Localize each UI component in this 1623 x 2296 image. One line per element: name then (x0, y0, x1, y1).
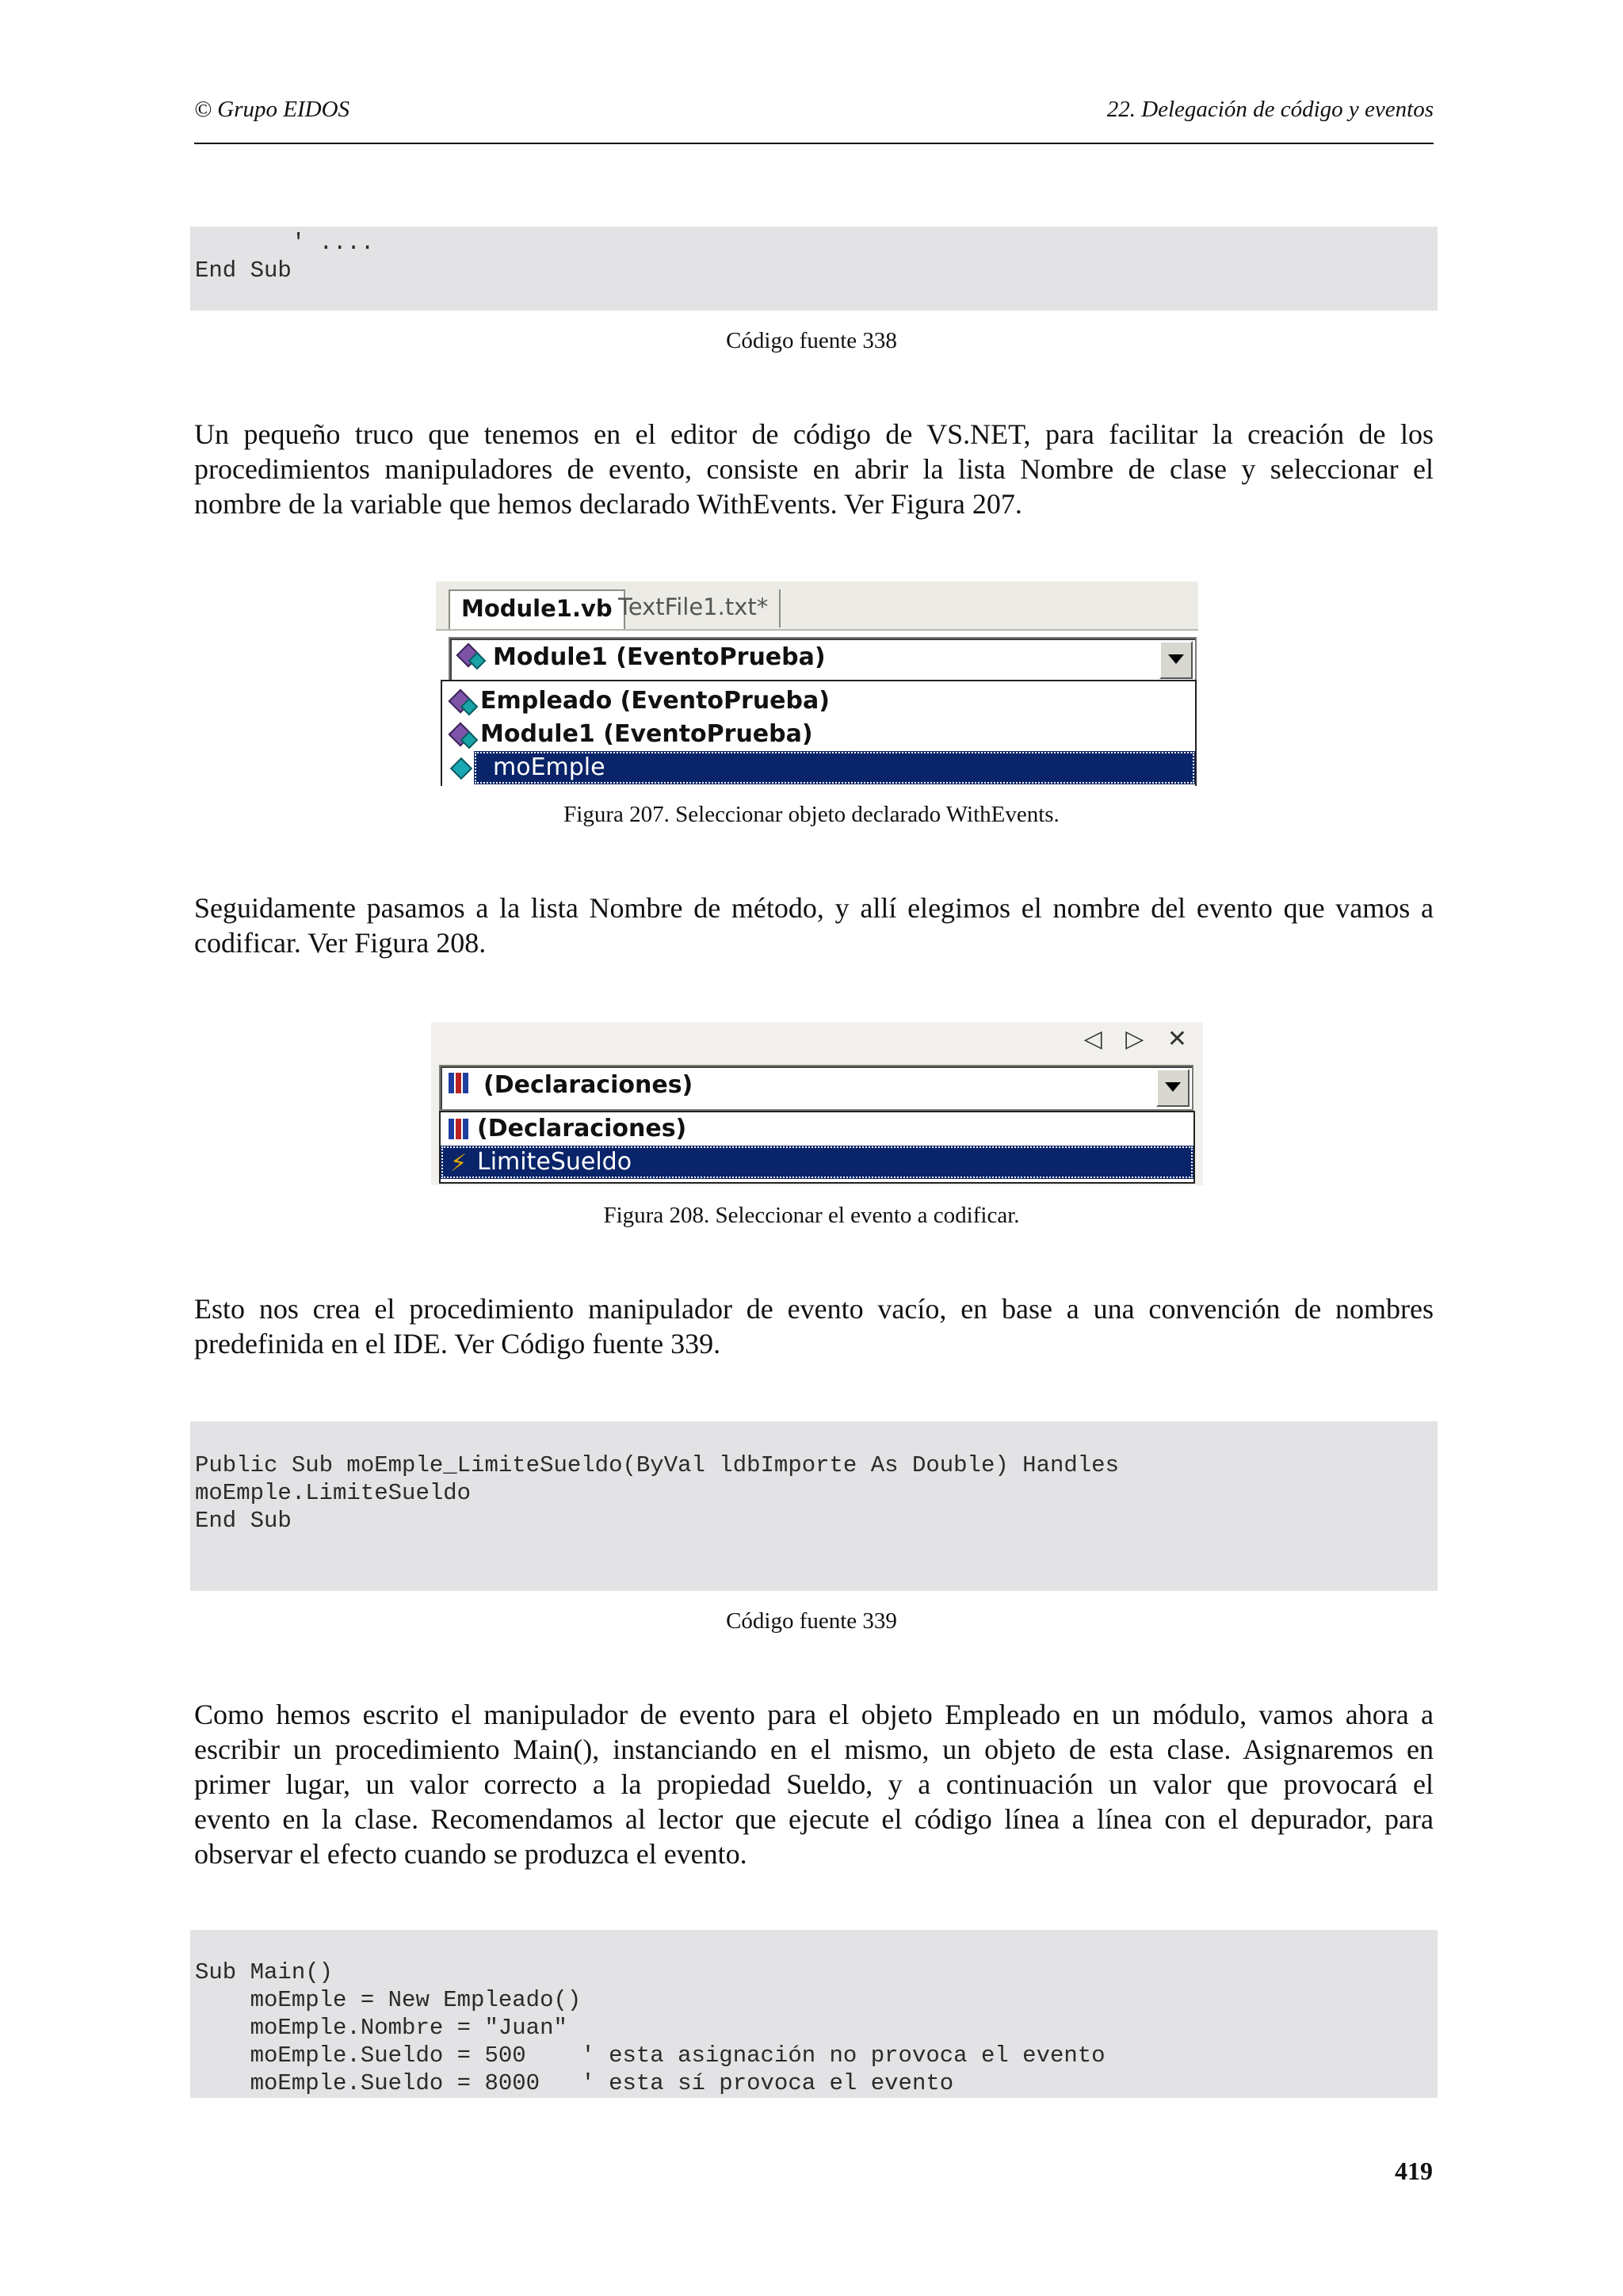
event-icon (449, 1150, 475, 1174)
list-item-empleado[interactable] (442, 685, 1195, 718)
class-name-dropdown-list (441, 680, 1197, 786)
method-name-combobox-value: (Declaraciones) (483, 1071, 693, 1099)
paragraph-3 (194, 1291, 1434, 1361)
paragraph-line: codificar. Ver Figura 208. (194, 927, 487, 959)
declarations-icon (447, 1071, 474, 1095)
window-nav-buttons[interactable]: ◁ ▷ ✕ (1083, 1025, 1195, 1053)
paragraph-line: nombre de la variable que hemos declarado WithEvents. Ver Figura 207. (194, 488, 1022, 520)
list-item-moemple[interactable] (474, 751, 1195, 784)
code-line: moEmple.Sueldo = 8000 ' esta sí provoca el evento (195, 2070, 954, 2096)
code-line: Sub Main() (195, 1959, 334, 1985)
code-block-main (190, 1930, 1438, 2098)
list-item-label: Module1 (EventoPrueba) (480, 720, 813, 748)
paragraph-line: Seguidamente pasamos a la lista Nombre de método, y allí elegimos el nombre del evento que vamos a (194, 892, 1434, 924)
method-name-dropdown-list (439, 1111, 1195, 1184)
declarations-icon (447, 1117, 474, 1141)
figure-208-caption: Figura 208. Seleccionar el evento a codificar. (603, 1203, 1020, 1228)
dropdown-arrow-button[interactable] (1159, 641, 1193, 679)
paragraph-line: procedimientos manipuladores de evento, consiste en abrir la lista Nombre de clase y seleccionar el (194, 453, 1434, 485)
figure-207-screenshot (436, 582, 1198, 786)
tab-module1-vb[interactable]: Module1.vb (449, 589, 625, 629)
code-line: Public Sub moEmple_LimiteSueldo(ByVal ldbImporte As Double) Handles (195, 1452, 1119, 1478)
figure-207-caption: Figura 207. Seleccionar objeto declarado WithEvents. (563, 802, 1060, 827)
paragraph-line: escribir un procedimiento Main(), instanciando en el mismo, un objeto de esta clase. Asignaremos en (194, 1733, 1434, 1765)
paragraph-4 (194, 1697, 1434, 1871)
paragraph-line: predefinida en el IDE. Ver Código fuente 339. (194, 1328, 721, 1360)
field-icon (447, 756, 474, 780)
code-line: moEmple.LimiteSueldo (195, 1480, 472, 1506)
code-line: moEmple.Nombre = "Juan" (195, 2015, 567, 2041)
code-line: End Sub (195, 1508, 292, 1534)
module-icon (449, 723, 475, 746)
paragraph-line: observar el efecto cuando se produzca el evento. (194, 1838, 747, 1870)
paragraph-line: Un pequeño truco que tenemos en el editor de código de VS.NET, para facilitar la creación de los (194, 418, 1434, 450)
list-item-declaraciones[interactable] (441, 1112, 1193, 1146)
tab-textfile1-txt[interactable]: TextFile1.txt* (607, 589, 781, 627)
paragraph-line: primer lugar, un valor correcto a la propiedad Sueldo, y a continuación un valor que provocará el (194, 1768, 1434, 1800)
paragraph-line: evento en la clase. Recomendamos al lector que ejecute el código línea a línea con el depurador, para (194, 1803, 1434, 1835)
list-item-label: (Declaraciones) (477, 1115, 687, 1142)
list-item-label: LimiteSueldo (477, 1148, 632, 1176)
code-line: End Sub (195, 257, 292, 284)
code-caption-339: Código fuente 339 (726, 1608, 897, 1634)
code-block-339 (190, 1421, 1438, 1591)
dropdown-arrow-button[interactable] (1156, 1069, 1190, 1107)
header-chapter-title: 22. Delegación de código y eventos (1106, 97, 1434, 122)
paragraph-2 (194, 891, 1434, 960)
list-item-module1[interactable] (442, 718, 1195, 751)
list-item-limitesueldo[interactable] (441, 1146, 1193, 1179)
page-header (194, 97, 1434, 144)
paragraph-1 (194, 417, 1434, 521)
paragraph-line: Esto nos crea el procedimiento manipulador de evento vacío, en base a una convención de nombres (194, 1293, 1434, 1325)
page-number: 419 (1395, 2157, 1433, 2185)
method-name-combobox[interactable] (439, 1065, 1193, 1111)
class-icon (449, 689, 475, 713)
module-icon (456, 643, 483, 667)
list-item-label: moEmple (493, 753, 605, 781)
class-name-combobox[interactable] (449, 637, 1197, 683)
code-line: moEmple.Sueldo = 500 ' esta asignación no provoca el evento (195, 2042, 1106, 2069)
code-caption-338: Código fuente 338 (726, 328, 897, 353)
code-line: moEmple = New Empleado() (195, 1987, 582, 2013)
paragraph-line: Como hemos escrito el manipulador de evento para el objeto Empleado en un módulo, vamos ahora a (194, 1699, 1434, 1730)
class-name-combobox-value: Module1 (EventoPrueba) (493, 643, 826, 671)
code-line: ' .... (195, 230, 375, 256)
header-publisher: © Grupo EIDOS (194, 97, 350, 122)
code-block-338 (190, 227, 1438, 311)
figure-208-screenshot (431, 1022, 1203, 1185)
editor-tab-bar (436, 582, 1198, 631)
list-item-label: Empleado (EventoPrueba) (480, 687, 830, 715)
